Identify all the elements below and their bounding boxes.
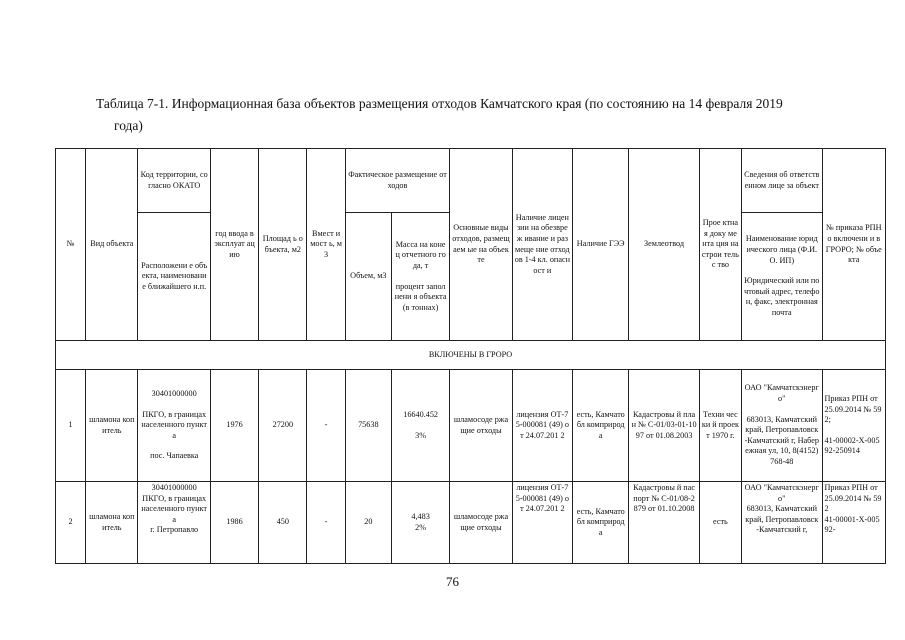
header-gee: Наличие ГЭЭ xyxy=(573,149,629,341)
table-row xyxy=(56,370,886,482)
row-num: 2 xyxy=(56,482,86,564)
row-address: 683013, Камчатский край, Петропавловск-Камчатский г, xyxy=(745,504,819,535)
row-address: 683013, Камчатский край, Петропавловск-Камчатский г, Набережная ул, 10, 8(4152) 768-48 xyxy=(744,414,819,466)
row-settlement: пос. Чапаевка xyxy=(150,451,199,461)
table-row xyxy=(56,482,886,564)
header-location: Расположени е объекта, наименовани е ближайшего н.п. xyxy=(138,213,210,341)
row-type: шламона копитель xyxy=(86,370,138,482)
header-order: № приказа РПН о включени и в ГРОРО; № объекта xyxy=(822,149,885,341)
row-order: Приказ РПН от 25.09.2014 № 592 xyxy=(824,483,882,514)
row-org: ОАО "Камчатскэнерго" xyxy=(744,383,819,404)
row-land: Кадастровы й план № С-01/03-01-1097 от 01.08.2003 xyxy=(629,370,699,482)
row-mass: 16640.452 xyxy=(403,409,439,419)
row-order: Приказ РПН от 25.09.2014 № 592; xyxy=(824,394,882,425)
header-type: Вид объекта xyxy=(86,149,138,341)
row-num: 1 xyxy=(56,370,86,482)
row-capacity: - xyxy=(307,370,345,482)
header-legal-address: Юридический или почтовый адрес, телефон, факс, электронная почта xyxy=(744,276,820,317)
header-capacity: Вмест имост ь, м3 xyxy=(307,149,345,341)
row-mass-cell xyxy=(391,482,449,564)
row-waste: шламосоде ржащие отходы xyxy=(450,370,512,482)
row-area: 450 xyxy=(259,482,307,564)
header-okato: Код территории, согласно ОКАТО xyxy=(138,149,210,213)
row-waste: шламосоде ржащие отходы xyxy=(450,482,512,564)
header-num: № xyxy=(56,149,86,341)
row-mass: 4,483 xyxy=(411,511,430,521)
header-volume: Объем, м3 xyxy=(345,213,391,341)
header-legal-cell xyxy=(742,213,822,341)
row-volume: 20 xyxy=(345,482,391,564)
row-year: 1986 xyxy=(210,482,258,564)
row-order-cell xyxy=(822,370,885,482)
header-land: Землеотвод xyxy=(629,149,699,341)
row-area: 27200 xyxy=(259,370,307,482)
row-license: лицензия ОТ-75-000081 (49) от 24.07.201 2 xyxy=(512,370,572,482)
row-type: шламона копитель xyxy=(86,482,138,564)
row-percent: 2% xyxy=(415,522,427,532)
row-land: Кадастровы й паспорт № С-01/08-2879 от 01.10.2008 xyxy=(629,482,699,564)
row-project: Техни чески й проек т 1970 г. xyxy=(699,370,741,482)
row-gee: есть, Камчатобл комприрод а xyxy=(573,370,629,482)
row-org-cell xyxy=(742,370,822,482)
row-percent: 3% xyxy=(415,430,427,440)
row-settlement: г. Петропавло xyxy=(150,525,199,535)
header-license: Наличие лицензии на обезвреж ивание и размеще ние отходов 1-4 кл. опасност и xyxy=(512,149,572,341)
row-org-cell xyxy=(742,482,822,564)
table-caption xyxy=(96,93,866,137)
row-location: ПКГО, в границах населенного пункта xyxy=(141,493,207,524)
header-responsible: Сведения об ответственном лице за объект xyxy=(742,149,822,213)
page-number: 76 xyxy=(446,574,459,589)
row-order-cell xyxy=(822,482,885,564)
row-capacity: - xyxy=(307,482,345,564)
header-percent: процент заполнени я объекта (в тоннах) xyxy=(394,281,447,312)
row-object-no: 41-00001-Х-00592- xyxy=(824,514,880,535)
row-org: ОАО "Камчатскэнерго" xyxy=(744,483,819,503)
row-location-cell xyxy=(138,482,210,564)
header-actual: Фактическое размещение отходов xyxy=(345,149,450,213)
row-location-cell xyxy=(138,370,210,482)
header-legal-name: Наименование юридического лица (Ф.И.О. ИП) xyxy=(745,234,818,265)
row-volume: 75638 xyxy=(345,370,391,482)
row-okato: 30401000000 xyxy=(151,389,197,399)
row-year: 1976 xyxy=(210,370,258,482)
row-okato: 30401000000 xyxy=(151,483,197,492)
row-mass-cell xyxy=(391,370,449,482)
row-license: лицензия ОТ-75-000081 (49) от 24.07.201 2 xyxy=(512,482,572,564)
section-row xyxy=(56,341,886,370)
header-waste-types: Основные виды отходов, размещаем ые на объекте xyxy=(450,149,512,341)
row-location: ПКГО, в границах населенного пункта xyxy=(141,409,207,440)
row-gee: есть, Камчатобл комприрод а xyxy=(573,482,629,564)
header-row-1 xyxy=(56,149,886,213)
header-year: год ввода в эксплуат ацию xyxy=(210,149,258,341)
header-mass: Масса на конец отчетного года, т xyxy=(395,239,446,270)
header-project: Прое ктная доку мента ция на строи тельс тво xyxy=(699,149,741,341)
row-object-no: 41-00002-Х-00592-250914 xyxy=(824,435,880,456)
section-title: ВКЛЮЧЕНЫ В ГРОРО xyxy=(56,341,886,370)
caption-line-2: года) xyxy=(114,118,143,133)
caption-line-1: Таблица 7-1. Информационная база объектов размещения отходов Камчатского края (по состоянию на 14 февраля 2019 xyxy=(96,96,783,111)
row-project: есть xyxy=(699,482,741,564)
header-area: Площад ь объекта, м2 xyxy=(259,149,307,341)
header-mass-cell xyxy=(391,213,449,341)
waste-facilities-table xyxy=(55,148,886,564)
